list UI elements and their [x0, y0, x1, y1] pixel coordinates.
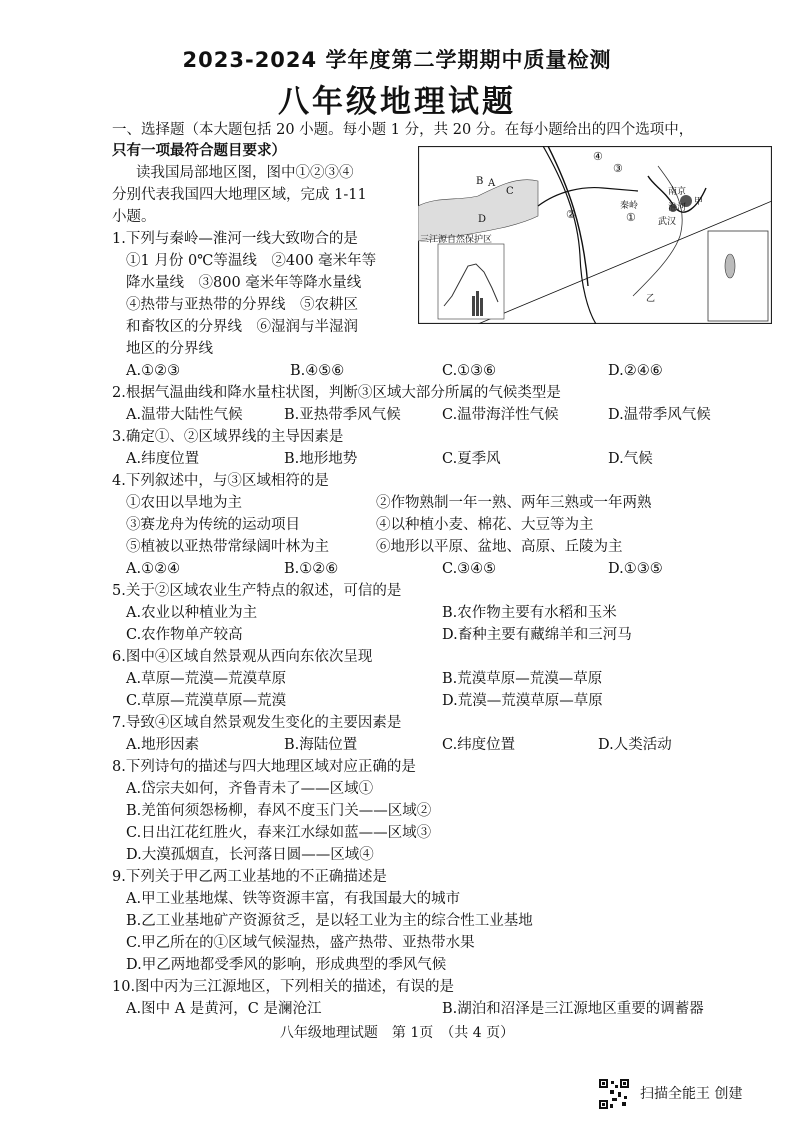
- question-item: 地区的分界线: [126, 341, 213, 357]
- map-label: 秦岭: [620, 201, 639, 211]
- map-label: ①: [626, 211, 636, 224]
- question-stem: 2.根据气温曲线和降水量柱状图，判断③区域大部分所属的气候类型是: [112, 385, 561, 401]
- intro-line: 小题。: [112, 209, 156, 225]
- map-label: ④: [593, 150, 603, 163]
- option: B.①②⑥: [284, 561, 339, 577]
- option: A.甲工业基地煤、铁等资源丰富，有我国最大的城市: [126, 891, 461, 907]
- map-label: C: [506, 186, 514, 197]
- option: A.农业以种植业为主: [126, 605, 258, 621]
- option: A.图中 A 是黄河，C 是澜沧江: [126, 1001, 322, 1017]
- question-stem: 9.下列关于甲乙两工业基地的不正确描述是: [112, 869, 387, 885]
- map-label: D: [478, 214, 487, 225]
- question-stem: 4.下列叙述中，与③区域相符的是: [112, 473, 329, 489]
- map-label: B: [476, 176, 484, 187]
- option: D.人类活动: [598, 737, 672, 753]
- option: D.①③⑤: [608, 561, 663, 577]
- option: B.地形地势: [284, 451, 358, 467]
- regional-map: [418, 146, 772, 324]
- option: B.羌笛何须怨杨柳，春风不度玉门关——区域②: [126, 803, 432, 819]
- question-item: ②作物熟制一年一熟、两年三熟或一年两熟: [376, 495, 652, 511]
- option: C.夏季风: [442, 451, 501, 467]
- option: A.①②④: [126, 561, 181, 577]
- option: A.地形因素: [126, 737, 200, 753]
- map-label: 淮河: [668, 203, 687, 213]
- option: C.纬度位置: [442, 737, 516, 753]
- question-item: ①农田以旱地为主: [126, 495, 242, 511]
- map-label: A: [488, 178, 496, 189]
- option: B.荒漠草原—荒漠—草原: [442, 671, 603, 687]
- intro-line: 读我国局部地区图，图中①②③④: [136, 165, 354, 181]
- qr-code-icon: [598, 1078, 630, 1110]
- question-item: 降水量线 ③800 毫米年等降水量线: [126, 275, 362, 291]
- option: B.农作物主要有水稻和玉米: [442, 605, 617, 621]
- question-stem: 1.下列与秦岭—淮河一线大致吻合的是: [112, 231, 358, 247]
- question-stem: 5.关于②区域农业生产特点的叙述，可信的是: [112, 583, 402, 599]
- map-label: 乙: [646, 294, 656, 304]
- option: A.温带大陆性气候: [126, 407, 243, 423]
- option: D.畜种主要有藏绵羊和三河马: [442, 627, 632, 643]
- question-stem: 6.图中④区域自然景观从西向东依次呈现: [112, 649, 373, 665]
- map-label: ②: [566, 208, 576, 221]
- option: C.甲乙所在的①区域气候湿热，盛产热带、亚热带水果: [126, 935, 475, 951]
- option: C.农作物单产较高: [126, 627, 243, 643]
- option: B.湖泊和沼泽是三江源地区重要的调蓄器: [442, 1001, 704, 1017]
- question-item: ①1 月份 0℃等温线 ②400 毫米年等: [126, 253, 377, 269]
- option: D.②④⑥: [608, 363, 663, 379]
- exam-subject: 八年级地理试题: [278, 84, 516, 120]
- option: B.海陆位置: [284, 737, 358, 753]
- question-stem: 10.图中丙为三江源地区，下列相关的描述，有误的是: [112, 979, 455, 995]
- section-heading: 一、选择题（本大题包括 20 小题。每小题 1 分，共 20 分。在每小题给出的四个选项中，: [112, 122, 694, 138]
- question-stem: 7.导致④区域自然景观发生变化的主要因素是: [112, 715, 402, 731]
- map-label: 甲: [694, 197, 704, 207]
- scanner-watermark: 扫描全能王 创建: [640, 1086, 743, 1102]
- option: C.①③⑥: [442, 363, 497, 379]
- exam-title: 2023-2024 学年度第二学期期中质量检测: [182, 48, 612, 72]
- map-label: 南京: [668, 187, 687, 197]
- option: D.大漠孤烟直，长河落日圆——区域④: [126, 847, 374, 863]
- question-stem: 3.确定①、②区域界线的主导因素是: [112, 429, 344, 445]
- question-item: 和畜牧区的分界线 ⑥湿润与半湿润: [126, 319, 358, 335]
- question-item: ③赛龙舟为传统的运动项目: [126, 517, 300, 533]
- map-label: 武汉: [658, 217, 677, 227]
- option: C.③④⑤: [442, 561, 497, 577]
- option: C.温带海洋性气候: [442, 407, 559, 423]
- option: C.草原—荒漠草原—荒漠: [126, 693, 287, 709]
- question-item: ④热带与亚热带的分界线 ⑤农耕区: [126, 297, 358, 313]
- intro-line: 分别代表我国四大地理区域，完成 1-11: [112, 187, 367, 203]
- question-item: ⑤植被以亚热带常绿阔叶林为主: [126, 539, 329, 555]
- option: D.甲乙两地都受季风的影响，形成典型的季风气候: [126, 957, 447, 973]
- option: B.亚热带季风气候: [284, 407, 401, 423]
- page-footer: 八年级地理试题 第 1页 （共 4 页）: [279, 1025, 515, 1041]
- option: A.草原—荒漠—荒漠草原: [126, 671, 287, 687]
- option: B.④⑤⑥: [290, 363, 345, 379]
- option: A.岱宗夫如何，齐鲁青未了——区域①: [126, 781, 374, 797]
- option: D.荒漠—荒漠草原—草原: [442, 693, 603, 709]
- option: D.气候: [608, 451, 653, 467]
- section-heading-cont: 只有一项最符合题目要求）: [112, 142, 286, 159]
- option: B.乙工业基地矿产资源贫乏，是以轻工业为主的综合性工业基地: [126, 913, 533, 929]
- option: A.①②③: [126, 363, 181, 379]
- option: C.日出江花红胜火，春来江水绿如蓝——区域③: [126, 825, 432, 841]
- map-label: 三江源自然保护区: [420, 235, 493, 245]
- option: A.纬度位置: [126, 451, 200, 467]
- map-label: ③: [613, 162, 623, 175]
- option: D.温带季风气候: [608, 407, 711, 423]
- question-stem: 8.下列诗句的描述与四大地理区域对应正确的是: [112, 759, 416, 775]
- question-item: ④以种植小麦、棉花、大豆等为主: [376, 517, 594, 533]
- question-item: ⑥地形以平原、盆地、高原、丘陵为主: [376, 539, 623, 555]
